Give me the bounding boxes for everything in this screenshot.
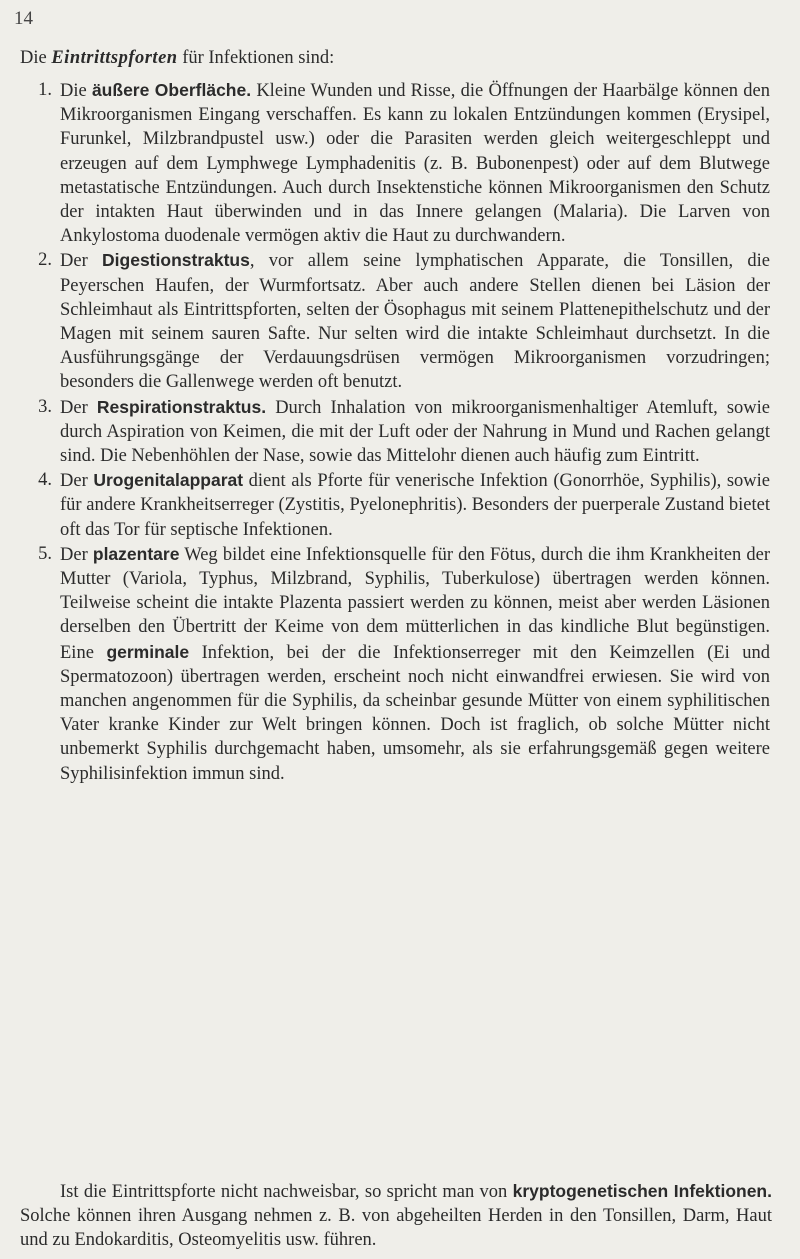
item-text: dient als Pforte für venerische Infektion (Gonorrhöe, Syphilis), sowie für andere Krankheitserreger (Zystitis, Pyelonephritis). Besonders der puerperale Zustand bietet oft das Tor für septische Infektionen.	[60, 471, 771, 540]
intro-emphasis: Eintrittspforten	[51, 48, 178, 68]
intro-prefix: Die	[20, 48, 52, 68]
item-text-pre: Die	[60, 81, 92, 101]
item-text-pre: Der	[60, 397, 97, 418]
item-text: Kleine Wunden und Risse, die Öffnungen der Haarbälge können den Mikroorganismen Eingang verschaffen. Es kann zu lokalen Entzündungen kommen (Erysipel, Furunkel, Milzbrandpustel usw.) oder die Parasiten werden gleich weitergeschleppt und erzeugen auf dem Lymphwege Lymphadenitis (z. B. Bubonenpest) oder auf dem Blutwege metastatische Entzündungen. Auch durch Insektenstiche können Mikroorganismen den Schutz der intakten Haut überwinden und in das Innere gelangen (Malaria). Die Larven von Ankylostoma duodenale vermögen aktiv die Haut zu durchwandern.	[60, 81, 770, 247]
intro-line	[20, 46, 780, 71]
closing-post: Solche können ihren Ausgang nehmen z. B. von abgeheilten Herden in den Tonsillen, Darm, Haut und zu Endokarditis, Osteomyelitis usw. führen.	[20, 1205, 772, 1250]
item-term-secondary: germinale	[106, 641, 190, 662]
item-term: plazentare	[92, 543, 180, 564]
list-item	[20, 248, 770, 394]
item-term: äußere Oberfläche.	[91, 80, 252, 100]
list-item	[20, 395, 770, 469]
closing-paragraph	[20, 1179, 772, 1253]
item-term: Respirationstraktus.	[96, 396, 267, 417]
item-term: Digestionstraktus	[102, 250, 250, 271]
item-text-continued: Infektion, bei der die Infektionserreger mit den Keimzellen (Ei und Spermatozoon) übertragen werden, erscheint noch nicht einwandfrei erwiesen. Sie wird von manchen angenommen für die Syphilis, da scheinbar gesunde Mütter von einem syphilitischen Vater kranke Kinder zur Welt bringen können. Doch ist fraglich, ob solche Mütter nicht unbemerkt Syphilis durchgemacht haben, umsomehr, als sie erfahrungsgemäß gegen weitere Syphilisinfektion immun sind.	[60, 642, 771, 784]
list-item	[20, 468, 770, 542]
intro-suffix: für Infektionen sind:	[177, 48, 335, 68]
entry-list	[20, 78, 770, 786]
item-number: 5.	[38, 543, 52, 564]
item-text: , vor allem seine lymphatischen Apparate, die Tonsillen, die Peyerschen Haufen, der Wurmfortsatz. Aber auch andere Stellen dienen bei Läsion der Schleimhaut als Eintrittspforten, selten der Ösophagus mit seinem Plattenepithelschutz und der Magen mit seinem sauren Safte. Nur selten wird die intakte Schleimhaut durchsetzt. In die Ausführungsgänge der Verdauungsdrüsen vermögen Mikroorganismen vorzudringen; besonders die Gallenwege werden oft benutzt.	[60, 251, 770, 393]
item-text-pre: Der	[60, 251, 103, 272]
list-item	[20, 78, 770, 248]
item-number: 3.	[38, 396, 52, 417]
item-term: Urogenitalapparat	[93, 470, 244, 491]
page-number: 14	[14, 8, 33, 29]
item-number: 2.	[38, 250, 52, 271]
item-number: 4.	[38, 470, 52, 491]
item-text: Weg bildet eine Infektionsquelle für den Fötus, durch die ihm Krankheiten der Mutter (Variola, Typhus, Milzbrand, Syphilis, Tuberkulose) übertragen werden können. Teilweise scheint die intakte Plazenta passiert werden zu können, meist aber werden Läsionen derselben den Übertritt der Keime von dem mütterlichen in das kindliche Blut begünstigen. Eine	[60, 544, 770, 663]
item-text-pre: Der	[60, 471, 94, 492]
item-text-pre: Der	[60, 544, 93, 565]
item-number: 1.	[38, 80, 52, 100]
list-item	[20, 542, 770, 786]
item-text: Durch Inhalation von mikroorganismenhaltiger Atemluft, sowie durch Aspiration von Keimen, die mit der Luft oder der Nahrung in Mund und Rachen gelangt sind. Die Nebenhöhlen der Nase, sowie das Mittelohr dienen auch häufig zum Eintritt.	[60, 397, 771, 467]
closing-term: kryptogenetischen Infektionen.	[512, 1180, 772, 1201]
closing-pre: Ist die Eintrittspforte nicht nachweisbar, so spricht man von	[60, 1181, 513, 1202]
